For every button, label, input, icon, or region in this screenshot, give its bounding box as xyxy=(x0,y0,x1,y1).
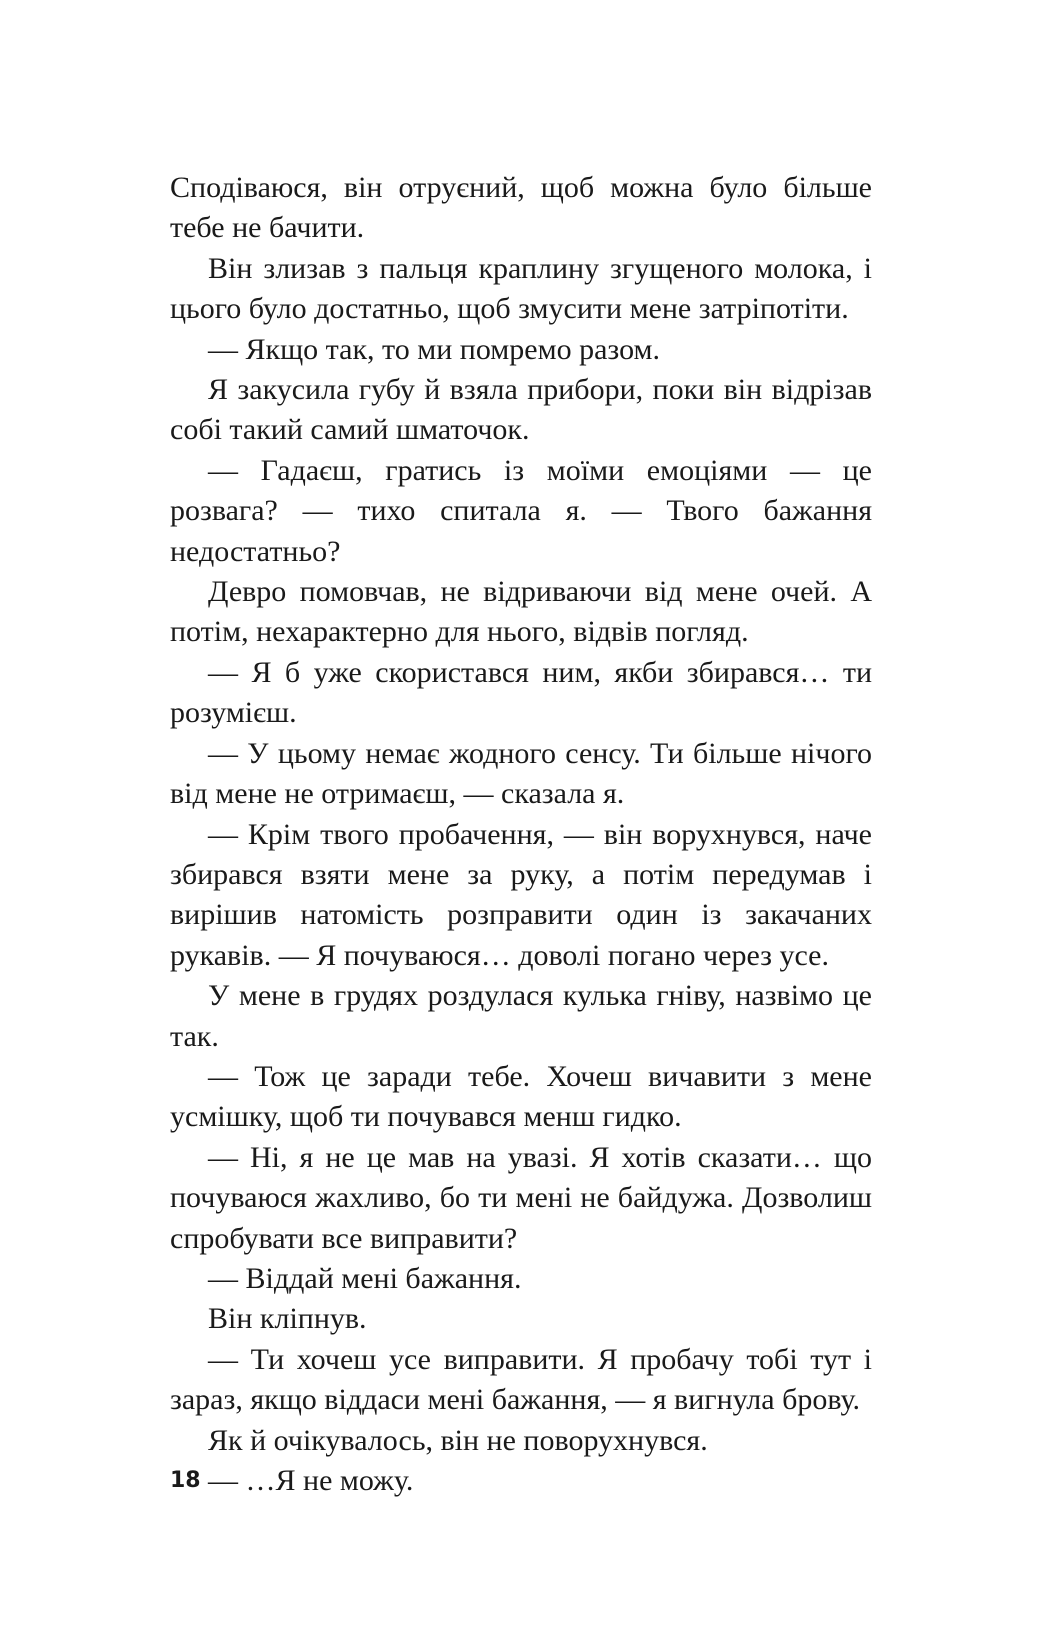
page-body xyxy=(170,168,872,1501)
paragraph: — Ти хочеш усе виправити. Я пробачу тобі тут і зараз, якщо віддаси мені бажання, — я вигнула брову. xyxy=(170,1342,872,1417)
paragraph: Він злизав з пальця краплину згущеного молока, і цього було достатньо, щоб змусити мене затріпотіти. xyxy=(170,251,872,326)
paragraph: Девро помовчав, не відриваючи від мене очей. А потім, нехарактерно для нього, відвів погляд. xyxy=(170,575,872,649)
paragraph: — У цьому немає жодного сенсу. Ти більше нічого від мене не отримаєш, — сказала я. xyxy=(170,736,872,811)
paragraph: — Гадаєш, гратись із моїми емоціями — це розвага? — тихо спитала я. — Твого бажання недостатньо? xyxy=(170,453,872,568)
paragraph: — …Я не можу. xyxy=(208,1464,414,1497)
paragraph: У мене в грудях роздулася кулька гніву, назвімо це так. xyxy=(170,979,872,1053)
paragraph: — Крім твого пробачення, — він ворухнувся, наче збирався взяти мене за руку, а потім передумав і вирішив натомість розправити один із закачаних рукавів. — Я почуваюся… доволі погано через усе. xyxy=(170,817,872,972)
paragraph: Сподіваюся, він отруєний, щоб можна було більше тебе не бачити. xyxy=(170,171,872,245)
page-number: 18 xyxy=(170,1468,201,1493)
paragraph: Він кліпнув. xyxy=(208,1302,367,1336)
paragraph: — Ні, я не це мав на увазі. Я хотів сказати… що почуваюся жахливо, бо ти мені не байдужа. Дозволиш спробувати все виправити? xyxy=(170,1140,872,1255)
paragraph: Як й очікувалось, він не поворухнувся. xyxy=(208,1423,708,1457)
paragraph: — Якщо так, то ми помремо разом. xyxy=(208,332,660,366)
paragraph: Я закусила губу й взяла прибори, поки він відрізав собі такий самий шматочок. xyxy=(170,373,872,447)
paragraph: — Тож це заради тебе. Хочеш вичавити з мене усмішку, щоб ти почувався менш гидко. xyxy=(170,1059,872,1134)
paragraph: — Я б уже скористався ним, якби збирався… ти розумієш. xyxy=(170,655,872,730)
paragraph: — Віддай мені бажання. xyxy=(208,1261,522,1295)
